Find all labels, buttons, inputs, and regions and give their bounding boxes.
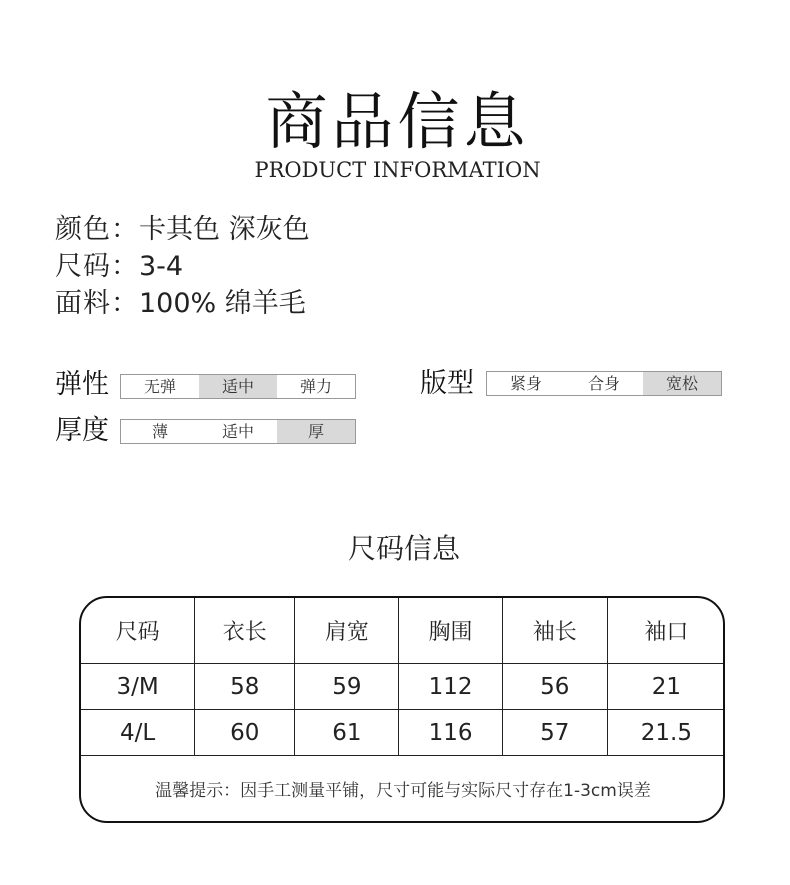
fit-option: 紧身 <box>509 374 542 393</box>
color-label: 颜色： <box>55 214 139 245</box>
fabric-value: 100% 绵羊毛 <box>139 288 306 319</box>
measurement-note: 温馨提示：因手工测量平铺，尺寸可能与实际尺寸存在1-3cm误差 <box>155 781 651 801</box>
table-header-cell: 袖口 <box>607 598 725 664</box>
page-title: 商品信息 <box>265 85 530 158</box>
table-header-cell: 胸围 <box>399 598 502 664</box>
table-cell: 58 <box>195 664 295 710</box>
thickness-scale <box>120 419 356 444</box>
table-cell: 21.5 <box>607 710 725 756</box>
size-info-title: 尺码信息 <box>347 532 460 565</box>
fit-scale <box>486 371 722 396</box>
thickness-option: 厚 <box>277 420 355 443</box>
table-cell: 3/M <box>81 664 195 710</box>
fit-option: 宽松 <box>643 372 721 395</box>
table-row <box>81 664 725 710</box>
elasticity-option: 弹力 <box>299 377 332 396</box>
fit-label: 版型 <box>420 368 474 399</box>
table-cell: 59 <box>295 664 399 710</box>
fabric-label: 面料： <box>55 288 139 319</box>
table-header-cell: 肩宽 <box>295 598 399 664</box>
size-row <box>55 250 183 284</box>
thickness-option: 薄 <box>151 422 168 441</box>
table-cell: 61 <box>295 710 399 756</box>
size-value: 3-4 <box>139 251 184 282</box>
table-cell: 21 <box>607 664 725 710</box>
size-label: 尺码： <box>55 251 139 282</box>
table-cell: 56 <box>502 664 607 710</box>
color-row <box>55 213 310 247</box>
table-cell: 112 <box>399 664 502 710</box>
table-cell: 57 <box>502 710 607 756</box>
elasticity-scale <box>120 374 356 399</box>
thickness-label: 厚度 <box>55 415 109 446</box>
table-row <box>81 710 725 756</box>
color-value: 卡其色 深灰色 <box>139 214 310 245</box>
table-cell: 60 <box>195 710 295 756</box>
fabric-row <box>55 287 306 321</box>
fit-option: 合身 <box>587 374 620 393</box>
elasticity-option: 适中 <box>199 375 277 398</box>
elasticity-option: 无弹 <box>143 377 176 396</box>
table-cell: 116 <box>399 710 502 756</box>
table-header-cell: 袖长 <box>502 598 607 664</box>
table-header-row <box>81 598 725 664</box>
thickness-option: 适中 <box>221 422 254 441</box>
table-header-cell: 尺码 <box>81 598 195 664</box>
table-cell: 4/L <box>81 710 195 756</box>
table-header-cell: 衣长 <box>195 598 295 664</box>
page-subtitle: PRODUCT INFORMATION <box>254 158 541 182</box>
size-table <box>79 596 725 823</box>
elasticity-label: 弹性 <box>55 369 109 400</box>
